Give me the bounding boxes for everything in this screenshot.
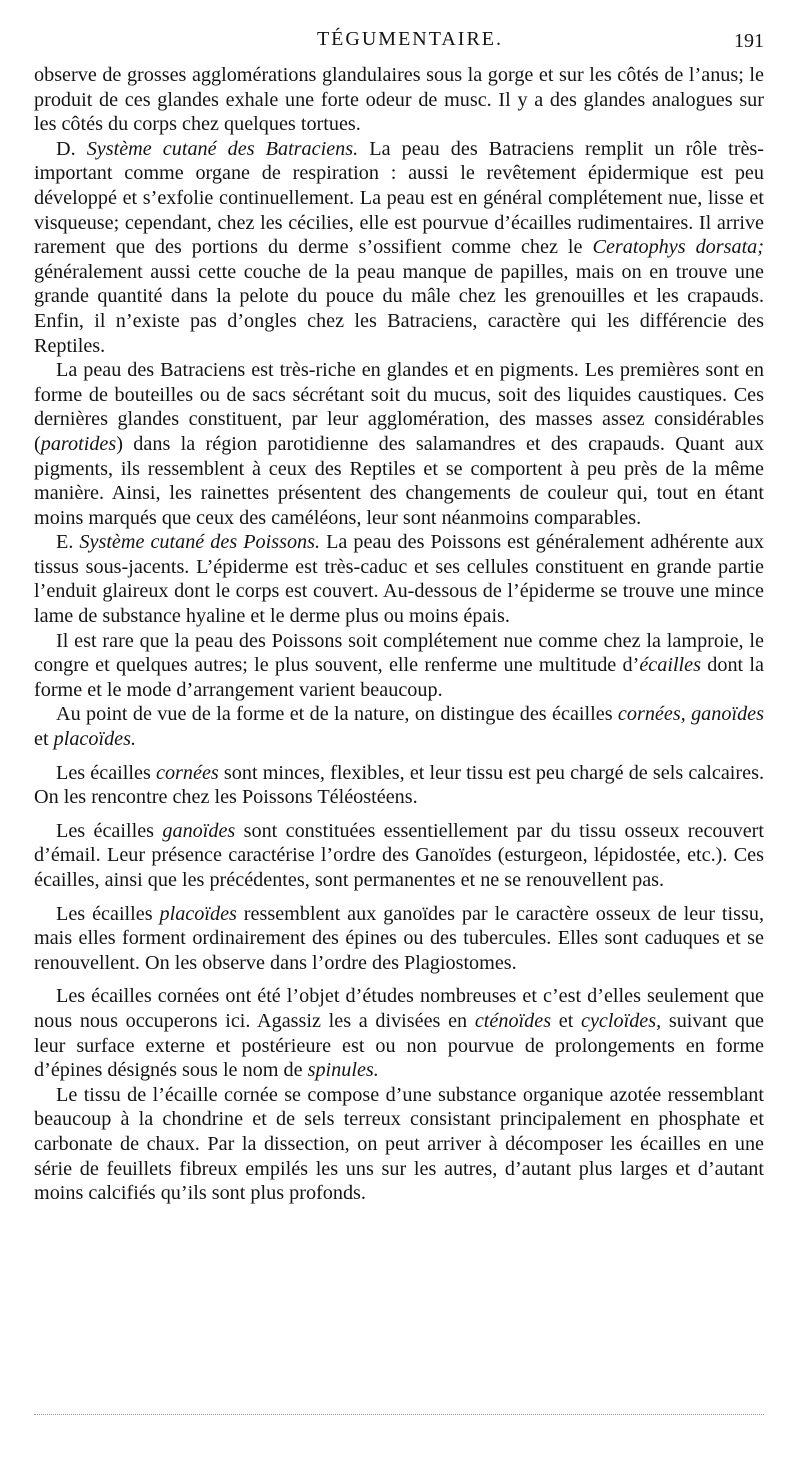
italic-text: Système cutané des Poissons. <box>79 531 321 554</box>
text-run: Les écailles <box>56 902 160 925</box>
text-run: La peau des Batraciens est très-riche en glandes et en pigments. Les premières sont en forme de bouteilles ou de sacs sécrétant soit du mucus, soit des liquides caustiques. Ces dernières glandes constituent, par leur agglomération, des masses assez considérables ( <box>34 359 764 455</box>
text-run: E. <box>56 531 80 554</box>
paragraph-ganoides <box>34 819 764 893</box>
paragraph-batraciens-system <box>34 137 764 358</box>
page-number: 191 <box>734 30 764 52</box>
text-run: suivant que leur surface externe et postérieure est ou non pourvue de prolongements en forme d’épines désignés sous le nom de <box>34 1009 764 1082</box>
text-run: Les écailles <box>56 819 163 842</box>
text-run: généralement aussi cette couche de la peau manque de papilles, mais on en trouve une grande quantité dans la pelote du pouce du mâle chez les grenouilles et les crapauds. Enfin, il n’existe pas d’ongles chez les Batraciens, caractère qui les différencie des Reptiles. <box>34 260 764 357</box>
italic-text: placoïdes. <box>53 728 137 751</box>
text-run: et <box>34 728 54 751</box>
paragraph-scale-tissue <box>34 1083 764 1206</box>
text-run: ) dans la région parotidienne des salamandres et des crapauds. Quant aux pigments, ils ressemblent à ceux des Reptiles et se comportent à peu près de la même manière. Ainsi, les rainettes présentent des changements de couleur qui, tout en étant moins marqués que ceux des caméléons, leur sont néanmoins comparables. <box>34 432 764 529</box>
paragraph-scale-types <box>34 702 764 751</box>
italic-text: cycloïdes, <box>581 1009 662 1032</box>
paragraph-agassiz <box>34 984 764 1082</box>
text-run: La peau des Batraciens remplit un rôle très-important comme organe de respiration : aussi le revêtement épidermique est peu développé et s’exfolie continuellement. La peau est en général complétement nue, lisse et visqueuse; cependant, chez les cécilies, elle est pourvue d’écailles rudimentaires. Il arrive rarement que des portions du derme s’ossifient comme chez le <box>34 137 764 259</box>
text-run: sont minces, flexibles, et leur tissu est peu chargé de sels calcaires. On les rencontre chez les Poissons Téléostéens. <box>34 761 764 809</box>
italic-text: parotides <box>40 432 117 455</box>
text-run: Il est rare que la peau des Poissons soit complétement nue comme chez la lamproie, le congre et quelques autres; le plus souvent, elle renferme une multitude d’ <box>34 629 764 677</box>
text-run: ressemblent aux ganoïdes par le caractère osseux de leur tissu, mais elles forment ordinairement des épines ou des tubercules. Elles sont caduques et se renouvellent. On les observe dans l’ordre des Plagiostomes. <box>34 902 764 974</box>
italic-text: Système cutané des Batraciens. <box>86 137 359 160</box>
text-run: et <box>551 1009 582 1032</box>
text-run: D. <box>56 137 87 160</box>
text-run: observe de grosses agglomérations glandulaires sous la gorge et sur les côtés de l’anus; le produit de ces glandes exhale une forte odeur de musc. Il y a des glandes analogues sur les côtés du corps chez quelques tortues. <box>34 64 764 136</box>
italic-text: écailles <box>639 654 701 677</box>
text-run: Le tissu de l’écaille cornée se compose d’une substance organique azotée ressemblant beaucoup à la chondrine et de sels terreux consistant principalement en phosphate et carbonate de chaux. Par la dissection, on peut arriver à décomposer les écailles en une série de feuillets fibreux empilés les uns sur les autres, d’autant plus larges et d’autant moins calcifiés qu’ils sont plus profonds. <box>34 1083 764 1205</box>
text-run: Au point de vue de la forme et de la nature, on distingue des écailles <box>56 703 618 726</box>
running-head <box>0 28 800 58</box>
text-run: Les écailles cornées ont été l’objet d’études nombreuses et c’est d’elles seulement que nous nous occuperons ici. Agassiz les a divisées en <box>34 985 764 1032</box>
paragraph-poissons-system <box>34 530 764 628</box>
paragraph-poissons-scales <box>34 629 764 703</box>
text-run: Les écailles <box>56 761 156 784</box>
footer-rule <box>34 1414 764 1415</box>
italic-text: Ceratophys dorsata; <box>592 236 764 259</box>
running-title: TÉGUMENTAIRE. <box>316 28 504 50</box>
text-run: dont la forme et le mode d’arrangement varient beaucoup. <box>34 654 764 701</box>
italic-text: cornées, ganoïdes <box>617 703 764 726</box>
paragraph-placoides <box>34 902 764 976</box>
paragraph-batraciens-glands <box>34 358 764 530</box>
italic-text: cténoïdes <box>474 1009 552 1032</box>
paragraph-intro-continuation <box>34 63 764 137</box>
italic-text: spinules. <box>307 1059 379 1082</box>
italic-text: placoïdes <box>159 902 237 925</box>
text-run: sont constituées essentiellement par du tissu osseux recouvert d’émail. Leur présence caractérise l’ordre des Ganoïdes (esturgeon, lépidostée, etc.). Ces écailles, ainsi que les précédentes, sont permanentes et ne se renouvellent pas. <box>34 819 765 891</box>
italic-text: ganoïdes <box>162 819 236 842</box>
italic-text: cornées <box>155 761 219 784</box>
body-text <box>34 63 764 1206</box>
paragraph-cornees <box>34 761 764 810</box>
text-run: La peau des Poissons est généralement adhérente aux tissus sous-jacents. L’épiderme est très-caduc et ses cellules constituent en grande partie l’enduit glaireux dont le corps est couvert. Au-dessous de l’épiderme se trouve une mince lame de substance hyaline et le derme plus ou moins épais. <box>34 531 764 628</box>
